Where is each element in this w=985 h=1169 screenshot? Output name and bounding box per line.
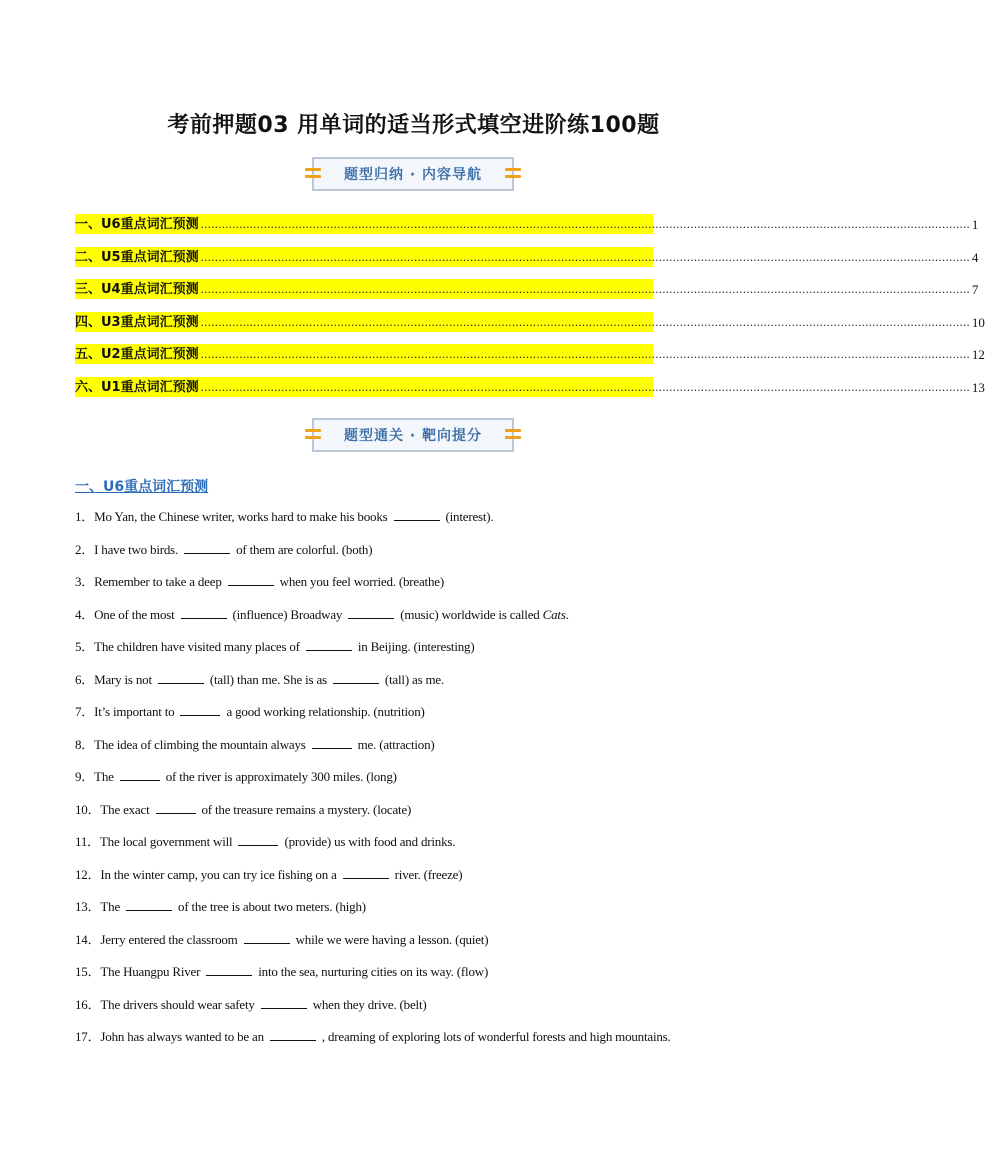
toc-leader-dots: ............................................................................................................................................................................................................................ xyxy=(200,348,970,362)
question-item xyxy=(75,963,775,996)
equals-decoration-icon xyxy=(505,429,521,442)
question-hint: me. (attraction) xyxy=(357,736,435,752)
toc-leader-dots: ............................................................................................................................................................................................................................ xyxy=(200,315,970,329)
question-number: 3． xyxy=(75,574,95,589)
question-item xyxy=(75,573,775,606)
question-hint: of the treasure remains a mystery. (locate) xyxy=(201,801,412,817)
question-hint: into the sea, nurturing cities on its way. (flow) xyxy=(258,964,489,979)
question-item xyxy=(75,736,775,769)
question-item xyxy=(75,898,775,931)
question-number: 2． xyxy=(75,541,95,557)
toc-entry[interactable] xyxy=(75,344,985,364)
question-number: 12． xyxy=(75,866,101,882)
question-hint: in Beijing. (interesting) xyxy=(357,639,475,654)
question-text: The exact xyxy=(100,801,150,817)
question-item xyxy=(75,606,775,639)
question-end: . xyxy=(565,606,569,622)
toc-leader-dots: ............................................................................................................................................................................................................................ xyxy=(200,250,970,264)
question-text: The Huangpu River xyxy=(100,964,201,979)
question-hint: of the river is approximately 300 miles. (long) xyxy=(165,769,397,784)
question-hint: (tall) as me. xyxy=(384,671,445,687)
toc-entry-page: 10 xyxy=(971,314,985,330)
question-text: John has always wanted to be an xyxy=(100,1029,264,1044)
toc-leader-dots: ............................................................................................................................................................................................................................ xyxy=(200,380,970,394)
toc-leader-dots: ............................................................................................................................................................................................................................ xyxy=(200,283,970,297)
question-hint: (provide) us with food and drinks. xyxy=(284,834,456,849)
question-italic-text: Cats xyxy=(542,606,566,622)
question-item xyxy=(75,866,775,899)
question-number: 4． xyxy=(75,606,95,622)
question-item xyxy=(75,1028,775,1061)
answer-blank[interactable] xyxy=(394,508,440,521)
question-text: The idea of climbing the mountain always xyxy=(94,736,306,752)
question-number: 16． xyxy=(75,996,101,1012)
answer-blank[interactable] xyxy=(120,768,160,781)
answer-blank[interactable] xyxy=(156,801,196,814)
question-item xyxy=(75,931,775,964)
toc-entry[interactable] xyxy=(75,247,979,267)
question-item xyxy=(75,833,775,866)
question-hint: when you feel worried. (breathe) xyxy=(279,574,444,589)
answer-blank[interactable] xyxy=(126,898,172,911)
toc-entry-page: 7 xyxy=(971,282,979,298)
question-item xyxy=(75,541,775,574)
practice-banner xyxy=(312,418,514,452)
question-hint: when they drive. (belt) xyxy=(312,996,427,1012)
answer-blank[interactable] xyxy=(158,671,204,684)
toc-entry[interactable] xyxy=(75,312,985,332)
question-item xyxy=(75,508,775,541)
question-item xyxy=(75,703,775,736)
answer-blank[interactable] xyxy=(206,963,252,976)
question-text: (tall) than me. She is as xyxy=(209,671,327,687)
question-text: The local government will xyxy=(99,834,233,849)
question-number: 9． xyxy=(75,769,95,784)
question-number: 8． xyxy=(75,736,95,752)
answer-blank[interactable] xyxy=(348,606,394,619)
answer-blank[interactable] xyxy=(244,931,290,944)
question-number: 14． xyxy=(75,931,101,947)
toc-banner xyxy=(312,157,514,191)
question-text: (influence) Broadway xyxy=(232,606,343,622)
question-text: The drivers should wear safety xyxy=(100,996,255,1012)
answer-blank[interactable] xyxy=(228,573,274,586)
question-number: 11． xyxy=(75,834,100,849)
question-item xyxy=(75,996,775,1029)
question-hint: a good working relationship. (nutrition) xyxy=(226,704,425,719)
question-text: In the winter camp, you can try ice fishing on a xyxy=(100,866,337,882)
question-number: 5． xyxy=(75,639,95,654)
answer-blank[interactable] xyxy=(306,638,352,651)
toc-leader-dots: ............................................................................................................................................................................................................................ xyxy=(200,218,970,231)
answer-blank[interactable] xyxy=(270,1028,316,1041)
question-text: The children have visited many places of xyxy=(94,639,300,654)
answer-blank[interactable] xyxy=(343,866,389,879)
toc-entry-page: 12 xyxy=(971,347,985,363)
question-number: 13． xyxy=(75,899,101,914)
answer-blank[interactable] xyxy=(333,671,379,684)
answer-blank[interactable] xyxy=(261,996,307,1009)
answer-blank[interactable] xyxy=(180,703,220,716)
question-item xyxy=(75,671,775,704)
toc-entry-label: 一、U6重点词汇预测 xyxy=(75,217,199,232)
question-hint: (interest). xyxy=(445,509,494,524)
toc-entry[interactable] xyxy=(75,377,985,397)
toc-entry[interactable] xyxy=(75,279,979,299)
toc-entry-page: 4 xyxy=(971,249,979,265)
answer-blank[interactable] xyxy=(181,606,227,619)
table-of-contents xyxy=(75,214,985,410)
question-number: 15． xyxy=(75,964,101,979)
question-hint: of them are colorful. (both) xyxy=(236,541,373,557)
question-hint: (music) worldwide is called xyxy=(400,606,540,622)
answer-blank[interactable] xyxy=(184,541,230,554)
practice-banner-label: 题型通关 · 靶向提分 xyxy=(343,428,483,444)
question-text: The xyxy=(94,769,114,784)
question-item xyxy=(75,638,775,671)
question-number: 1． xyxy=(75,509,95,524)
question-list xyxy=(75,508,775,1061)
equals-decoration-icon xyxy=(305,168,321,181)
question-number: 7． xyxy=(75,704,95,719)
question-text: It’s important to xyxy=(94,704,175,719)
question-hint: of the tree is about two meters. (high) xyxy=(178,899,366,914)
question-text: I have two birds. xyxy=(94,541,179,557)
question-item xyxy=(75,768,775,801)
question-hint: river. (freeze) xyxy=(394,866,463,882)
question-text: Mary is not xyxy=(94,671,152,687)
question-item xyxy=(75,801,775,834)
answer-blank[interactable] xyxy=(312,736,352,749)
toc-entry-label: 四、U3重点词汇预测 xyxy=(75,314,199,330)
toc-entry-label: 六、U1重点词汇预测 xyxy=(75,379,199,395)
toc-entry-label: 五、U2重点词汇预测 xyxy=(75,347,199,363)
equals-decoration-icon xyxy=(305,429,321,442)
question-text: One of the most xyxy=(94,606,175,622)
toc-entry[interactable] xyxy=(75,214,979,234)
toc-entry-page: 1 xyxy=(971,217,979,232)
equals-decoration-icon xyxy=(505,168,521,181)
answer-blank[interactable] xyxy=(238,833,278,846)
question-hint: , dreaming of exploring lots of wonderful forests and high mountains. xyxy=(321,1029,671,1044)
question-text: Mo Yan, the Chinese writer, works hard to make his books xyxy=(94,509,388,524)
question-hint: while we were having a lesson. (quiet) xyxy=(295,931,489,947)
toc-banner-label: 题型归纳 · 内容导航 xyxy=(343,167,483,183)
question-number: 6． xyxy=(75,671,95,687)
section-heading[interactable]: 一、U6重点词汇预测 xyxy=(75,479,209,495)
question-number: 17． xyxy=(75,1029,101,1044)
page-title: 考前押题03 用单词的适当形式填空进阶练100题 xyxy=(167,113,660,138)
question-text: Jerry entered the classroom xyxy=(100,931,238,947)
question-text: Remember to take a deep xyxy=(94,574,222,589)
toc-entry-label: 二、U5重点词汇预测 xyxy=(75,249,199,265)
toc-entry-page: 13 xyxy=(971,379,985,395)
question-text: The xyxy=(100,899,121,914)
question-number: 10． xyxy=(75,801,101,817)
toc-entry-label: 三、U4重点词汇预测 xyxy=(75,282,199,298)
